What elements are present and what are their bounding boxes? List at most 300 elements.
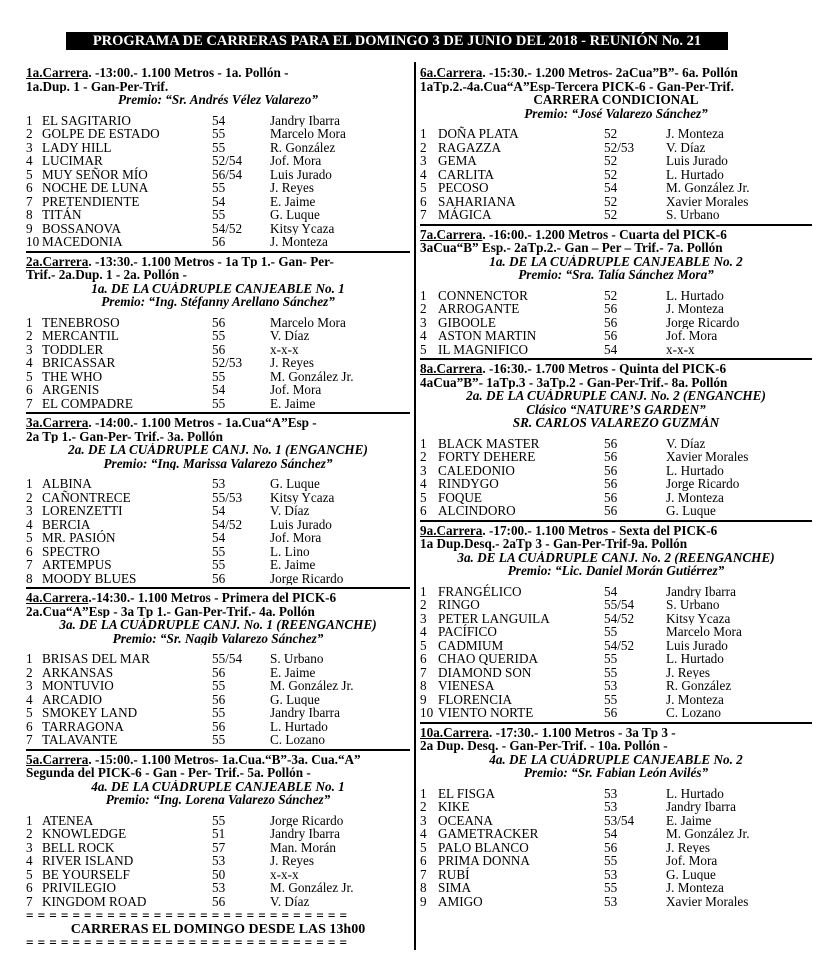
jockey-name: J. Reyes [270, 181, 314, 195]
horse-row [26, 370, 410, 384]
horse-weight: 56 [604, 503, 618, 518]
horse-row [420, 477, 812, 491]
horse-name: MR. PASIÓN [42, 530, 116, 545]
horse-name: CAÑONTRECE [42, 489, 131, 505]
horse-weight: 53 [604, 799, 618, 814]
jockey-name: Luis Jurado [666, 638, 728, 652]
horse-name: EL SAGITARIO [42, 112, 131, 128]
horse-number: 4 [26, 853, 33, 868]
jockey-name: x-x-x [270, 867, 299, 881]
horse-name: AMIGO [438, 893, 483, 909]
horse-number: 5 [420, 637, 427, 653]
horse-row [26, 881, 410, 895]
horse-number: 2 [420, 139, 427, 155]
horse-weight: 55 [212, 732, 226, 747]
horse-name: BE YOURSELF [42, 866, 130, 882]
horse-number: 5 [26, 166, 33, 182]
horse-name: FLORENCIA [438, 691, 512, 707]
horse-row [420, 437, 812, 451]
horse-number: 2 [420, 597, 427, 612]
horse-name: LADY HILL [42, 139, 112, 155]
horse-row [26, 572, 410, 586]
horse-number: 4 [420, 624, 427, 639]
race-details: 1aTp.2.-4a.Cua“A”Esp-Tercera PICK-6 - Gan-Per-Trif. [420, 79, 734, 93]
horse-number: 3 [26, 678, 33, 693]
jockey-name: J. Monteza [666, 490, 724, 504]
horse-row [26, 222, 410, 236]
race-section [26, 587, 410, 747]
race-section [26, 412, 410, 585]
horse-row [420, 827, 812, 841]
jockey-name: Jorge Ricardo [270, 571, 344, 585]
horse-weight: 54 [604, 826, 618, 841]
race-details: 2a Tp 1.- Gan-Per- Trif.- 3a. Pollón [26, 429, 223, 443]
horse-weight: 55 [212, 557, 226, 572]
horse-weight: 56 [212, 341, 226, 357]
race-number: 8a.Carrera [420, 362, 483, 376]
horse-row [26, 518, 410, 532]
jockey-name: Jandry Ibarra [270, 706, 340, 720]
horse-name: OCEANA [438, 812, 493, 828]
horse-name: TODDLER [42, 341, 104, 357]
horse-name: VIENTO NORTE [438, 705, 534, 720]
horse-row [420, 343, 812, 357]
jockey-name: M. González Jr. [666, 827, 750, 841]
horse-number: 3 [420, 462, 427, 478]
horse-weight: 54/52 [212, 516, 243, 532]
premio-label: Premio: “Ing. Lorena Valarezo Sánchez” [105, 793, 331, 807]
horse-weight: 55 [212, 543, 226, 559]
horse-name: PRIVILEGIO [42, 880, 116, 895]
horse-number: 1 [420, 126, 427, 141]
horse-weight: 55 [212, 812, 226, 828]
horse-number: 5 [26, 866, 33, 882]
premio-label: Premio: “José Valarezo Sánchez” [524, 106, 708, 120]
horse-weight: 53 [604, 866, 618, 882]
race-number: 1a.Carrera [26, 66, 89, 80]
horse-weight: 53 [212, 476, 226, 491]
race-details: .-14:30.- 1.100 Metros - Primera del PICK-6 [88, 591, 337, 605]
horse-name: GIBOOLE [438, 314, 496, 330]
horse-weight: 55 [212, 126, 226, 141]
horse-weight: 56 [604, 705, 618, 720]
horse-weight: 55 [212, 207, 226, 222]
horse-weight: 52 [604, 287, 618, 303]
jockey-name: R. González [270, 140, 336, 154]
race-number: 2a.Carrera [26, 254, 89, 268]
horse-row [420, 181, 812, 195]
horse-name: CHAO QUERIDA [438, 651, 539, 666]
horse-name: CADMIUM [438, 637, 504, 653]
race-number: 7a.Carrera [420, 227, 483, 241]
jockey-name: Jandry Ibarra [270, 827, 340, 841]
horse-row [420, 693, 812, 707]
jockey-name: S. Urbano [666, 208, 720, 222]
horse-number: 6 [420, 651, 427, 666]
horse-number: 1 [26, 314, 33, 330]
jockey-name: Jandry Ibarra [270, 113, 340, 127]
horse-weight: 52/54 [212, 153, 243, 168]
horse-weight: 56 [212, 664, 226, 680]
horse-name: CONNENCTOR [438, 287, 528, 303]
race-details: . -15:30.- 1.200 Metros- 2aCua”B”- 6a. Pollón [482, 66, 738, 80]
horse-number: 6 [26, 880, 33, 895]
race-header-line [26, 605, 410, 619]
horse-number: 2 [420, 449, 427, 464]
race-header-line [26, 268, 410, 282]
horse-name: GEMA [438, 153, 477, 168]
horse-weight: 56 [604, 489, 618, 505]
jockey-name: M. González Jr. [270, 881, 354, 895]
race-header-line [26, 430, 410, 444]
horse-row [420, 639, 812, 653]
horse-weight: 53 [604, 678, 618, 693]
canjeable-label: 1a. DE LA CUÁDRUPLE CANJEABLE No. 1 [91, 281, 345, 295]
horse-name: PRIMA DONNA [438, 853, 530, 868]
horse-name: SAHARIANA [438, 193, 516, 209]
horse-number: 1 [26, 112, 33, 128]
horse-weight: 52 [604, 207, 618, 222]
horse-name: RIVER ISLAND [42, 853, 134, 868]
premio-label: Premio: “Sr. Nagib Valarezo Sánchez” [112, 631, 324, 645]
horse-weight: 55 [604, 664, 618, 680]
jockey-name: J. Reyes [666, 840, 710, 854]
horse-number: 5 [26, 368, 33, 384]
horse-row [420, 585, 812, 599]
horse-row [26, 316, 410, 330]
horse-weight: 53 [212, 853, 226, 868]
column-divider [414, 62, 416, 950]
horse-name: MACEDONIA [42, 234, 123, 249]
horse-weight: 56 [212, 570, 226, 586]
horse-weight: 55 [604, 853, 618, 868]
horse-weight: 55 [604, 880, 618, 895]
horse-name: BELL ROCK [42, 839, 115, 855]
horse-number: 5 [26, 530, 33, 545]
horse-name: DOÑA PLATA [438, 126, 519, 141]
horse-number: 9 [26, 220, 33, 236]
horse-number: 4 [26, 691, 33, 707]
horse-name: RAGAZZA [438, 139, 502, 155]
horse-row [26, 114, 410, 128]
jockey-name: Kitsy Ycaza [270, 221, 335, 235]
horse-row [26, 491, 410, 505]
premio-label: Premio: “Ing. Marissa Valarezo Sánchez” [103, 456, 333, 470]
horse-row [26, 827, 410, 841]
horse-number: 4 [26, 516, 33, 532]
horse-weight: 56 [212, 314, 226, 330]
race-header-line [420, 241, 812, 255]
horse-name: SIMA [438, 880, 471, 895]
jockey-name: M. González Jr. [270, 369, 354, 383]
horse-name: KINGDOM ROAD [42, 893, 147, 909]
horse-name: MUY SEÑOR MÍO [42, 166, 148, 182]
horse-row [26, 679, 410, 693]
race-details: . -17:00.- 1.100 Metros - Sexta del PICK-6 [482, 523, 718, 537]
horse-row [420, 706, 812, 720]
jockey-name: V. Díaz [666, 436, 706, 450]
horse-name: TITÁN [42, 207, 82, 222]
horse-name: ARKANSAS [42, 664, 114, 680]
horse-weight: 56 [604, 476, 618, 491]
race-number: 4a.Carrera [26, 591, 89, 605]
horse-row [26, 235, 410, 249]
horse-row [26, 545, 410, 559]
horse-weight: 54 [604, 583, 618, 599]
horse-name: MOODY BLUES [42, 570, 137, 586]
horse-row [420, 612, 812, 626]
horse-row [420, 881, 812, 895]
horse-row [26, 208, 410, 222]
horse-weight: 52 [604, 166, 618, 182]
race-header-line [420, 376, 812, 390]
horse-name: PETER LANGUILA [438, 610, 550, 626]
horse-number: 9 [420, 893, 427, 909]
horse-number: 3 [26, 503, 33, 518]
horse-weight: 50 [212, 866, 226, 882]
horse-row [420, 168, 812, 182]
horse-number: 6 [420, 193, 427, 209]
horse-row [420, 625, 812, 639]
horse-number: 6 [26, 718, 33, 734]
horse-name: ARCADIO [42, 691, 103, 707]
jockey-name: Jorge Ricardo [666, 477, 740, 491]
horse-weight: 52 [604, 126, 618, 141]
horse-row [26, 181, 410, 195]
horse-row [420, 316, 812, 330]
horse-row [420, 652, 812, 666]
jockey-name: J. Reyes [666, 665, 710, 679]
race-details: 2a.Cua“A”Esp - 3a Tp 1.- Gan-Per-Trif.- 4a. Pollón [26, 604, 315, 618]
canjeable-label: SR. CARLOS VALAREZO GUZMÁN [512, 416, 720, 430]
horse-name: ARTEMPUS [42, 557, 112, 572]
horse-name: PALO BLANCO [438, 839, 529, 855]
horse-row [420, 895, 812, 909]
race-header-line [26, 591, 410, 605]
horse-row [420, 289, 812, 303]
horse-weight: 56 [212, 234, 226, 249]
jockey-name: Jandry Ibarra [666, 800, 736, 814]
race-details: . -16:30.- 1.700 Metros - Quinta del PICK-6 [482, 362, 727, 376]
horse-row [26, 814, 410, 828]
race-section [420, 224, 812, 357]
canjeable-label: 2a. DE LA CUÁDRUPLE CANJ. No. 1 (ENGANCHE) [68, 443, 368, 457]
race-header-line [420, 93, 812, 107]
horse-row [420, 450, 812, 464]
jockey-name: Marcelo Mora [270, 315, 346, 329]
horse-number: 2 [26, 328, 33, 343]
horse-number: 4 [26, 355, 33, 370]
jockey-name: Jandry Ibarra [666, 584, 736, 598]
horse-name: FOQUE [438, 489, 482, 505]
race-section [420, 66, 812, 222]
horse-row [26, 854, 410, 868]
race-header-line [420, 362, 812, 376]
horse-weight: 52 [604, 193, 618, 209]
horse-name: ALCINDORO [438, 503, 516, 518]
horse-number: 6 [420, 503, 427, 518]
horse-number: 4 [26, 153, 33, 168]
horse-name: MERCANTIL [42, 328, 119, 343]
jockey-name: E. Jaime [270, 194, 316, 208]
horse-row [26, 383, 410, 397]
horse-row [420, 302, 812, 316]
horse-number: 6 [420, 853, 427, 868]
horse-number: 7 [26, 395, 33, 411]
race-details: 1a Dup.Desq.- 2aTp 3 - Gan-Per-Trif-9a. Pollón [420, 537, 688, 551]
horse-name: PECOSO [438, 180, 489, 195]
horse-row [420, 854, 812, 868]
horse-name: KNOWLEDGE [42, 826, 127, 841]
race-number: 3a.Carrera [26, 416, 89, 430]
horse-number: 6 [26, 543, 33, 559]
horse-name: DIAMOND SON [438, 664, 532, 680]
jockey-name: Luis Jurado [270, 167, 332, 181]
horse-weight: 52/53 [604, 139, 635, 155]
horse-name: EL COMPADRE [42, 395, 133, 411]
horse-weight: 56 [604, 839, 618, 855]
horse-weight: 55 [212, 678, 226, 693]
jockey-name: G. Luque [270, 477, 320, 491]
premio-label: Premio: “Sr. Fabian León Avilés” [523, 766, 709, 780]
horse-number: 5 [26, 705, 33, 720]
horse-weight: 55 [212, 139, 226, 155]
race-header-line [26, 416, 410, 430]
horse-row [420, 329, 812, 343]
horse-weight: 52 [604, 153, 618, 168]
horse-number: 1 [420, 583, 427, 599]
horse-name: GOLPE DE ESTADO [42, 126, 160, 141]
canjeable-label: Clásico “NATURE’S GARDEN” [526, 402, 706, 416]
horse-weight: 55 [212, 328, 226, 343]
horse-number: 3 [420, 153, 427, 168]
jockey-name: J. Monteza [666, 881, 724, 895]
race-details: 1a.Dup. 1 - Gan-Per-Trif. [26, 79, 169, 93]
horse-number: 5 [420, 839, 427, 855]
horse-row [26, 477, 410, 491]
horse-number: 4 [420, 166, 427, 182]
jockey-name: G. Luque [666, 504, 716, 518]
horse-row [26, 531, 410, 545]
horse-weight: 54/52 [212, 220, 243, 236]
race-section [26, 749, 410, 909]
horse-weight: 53 [604, 893, 618, 909]
premio-label: Premio: “Lic. Daniel Morán Gutiérrez” [507, 564, 725, 578]
race-header-line [26, 753, 410, 767]
race-details: . -16:00.- 1.200 Metros - Cuarta del PICK-6 [482, 227, 727, 241]
race-number: 10a.Carrera [420, 725, 489, 739]
horse-weight: 55 [212, 395, 226, 411]
race-details: . -14:00.- 1.100 Metros - 1a.Cua“A”Esp - [88, 416, 317, 430]
horse-weight: 56 [604, 314, 618, 330]
canjeable-label: 3a. DE LA CUÁDRUPLE CANJ. No. 2 (REENGANCHE) [457, 550, 775, 564]
horse-weight: 53/54 [604, 812, 635, 828]
jockey-name: E. Jaime [270, 665, 316, 679]
horse-number: 1 [26, 651, 33, 666]
horse-row [420, 800, 812, 814]
horse-weight: 54 [604, 180, 618, 195]
race-number: 6a.Carrera [420, 66, 483, 80]
horse-number: 2 [26, 664, 33, 680]
jockey-name: C. Lozano [666, 706, 721, 720]
premio-label: Premio: “Sra. Talía Sánchez Mora” [518, 268, 714, 282]
jockey-name: G. Luque [666, 867, 716, 881]
horse-number: 2 [26, 826, 33, 841]
horse-number: 5 [420, 489, 427, 505]
horse-row [26, 356, 410, 370]
horse-weight: 52/53 [212, 355, 243, 370]
horse-name: THE WHO [42, 368, 103, 384]
horse-weight: 55 [212, 705, 226, 720]
race-section [420, 358, 812, 518]
jockey-name: Jof. Mora [666, 329, 718, 343]
horse-number: 8 [420, 880, 427, 895]
jockey-name: Xavier Morales [666, 894, 749, 908]
canjeable-label: 4a. DE LA CUÁDRUPLE CANJEABLE No. 1 [91, 779, 345, 793]
horse-row [26, 895, 410, 909]
horse-number: 7 [420, 664, 427, 680]
horse-row [420, 814, 812, 828]
jockey-name: L. Hurtado [666, 786, 724, 800]
jockey-name: Jorge Ricardo [666, 315, 740, 329]
race-header-line [420, 228, 812, 242]
canjeable-label: 4a. DE LA CUÁDRUPLE CANJEABLE No. 2 [489, 752, 743, 766]
horse-row [420, 598, 812, 612]
horse-weight: 53 [212, 880, 226, 895]
jockey-name: Marcelo Mora [270, 127, 346, 141]
horse-row [26, 154, 410, 168]
footer-divider: = = = = = = = = = = = = = = = = = = = = = = = = = = = = [26, 937, 348, 949]
horse-name: MONTUVIO [42, 678, 114, 693]
horse-row [26, 733, 410, 747]
premio-label: Premio: “Ing. Stéfanny Arellano Sánchez” [101, 295, 335, 309]
jockey-name: E. Jaime [270, 396, 316, 410]
horse-row [26, 706, 410, 720]
horse-name: BERCIA [42, 516, 91, 532]
race-header-line [26, 80, 410, 94]
horse-weight: 55/53 [212, 489, 243, 505]
horse-number: 1 [26, 476, 33, 491]
horse-row [420, 504, 812, 518]
jockey-name: G. Luque [270, 692, 320, 706]
horse-weight: 54 [212, 503, 226, 518]
horse-weight: 56 [604, 435, 618, 451]
horse-weight: 54/52 [604, 637, 635, 653]
horse-row [420, 787, 812, 801]
horse-row [420, 154, 812, 168]
horse-name: CARLITA [438, 166, 495, 182]
horse-name: BOSSANOVA [42, 220, 121, 236]
race-details: Trif.- 2a.Dup. 1 - 2a. Pollón - [26, 268, 187, 282]
jockey-name: J. Reyes [270, 854, 314, 868]
horse-name: IL MAGNIFICO [438, 341, 528, 357]
horse-row [26, 841, 410, 855]
horse-weight: 53 [604, 785, 618, 801]
horse-row [26, 868, 410, 882]
horse-weight: 54 [212, 382, 226, 397]
horse-weight: 54 [212, 193, 226, 209]
horse-number: 8 [26, 570, 33, 586]
horse-name: PRETENDIENTE [42, 193, 140, 209]
horse-number: 3 [420, 610, 427, 626]
jockey-name: Kitsy Ycaza [666, 611, 731, 625]
horse-number: 3 [26, 139, 33, 155]
jockey-name: V. Díaz [270, 329, 310, 343]
horse-weight: 56 [212, 893, 226, 909]
jockey-name: S. Urbano [270, 652, 324, 666]
horse-weight: 54/52 [604, 610, 635, 626]
jockey-name: S. Urbano [666, 598, 720, 612]
